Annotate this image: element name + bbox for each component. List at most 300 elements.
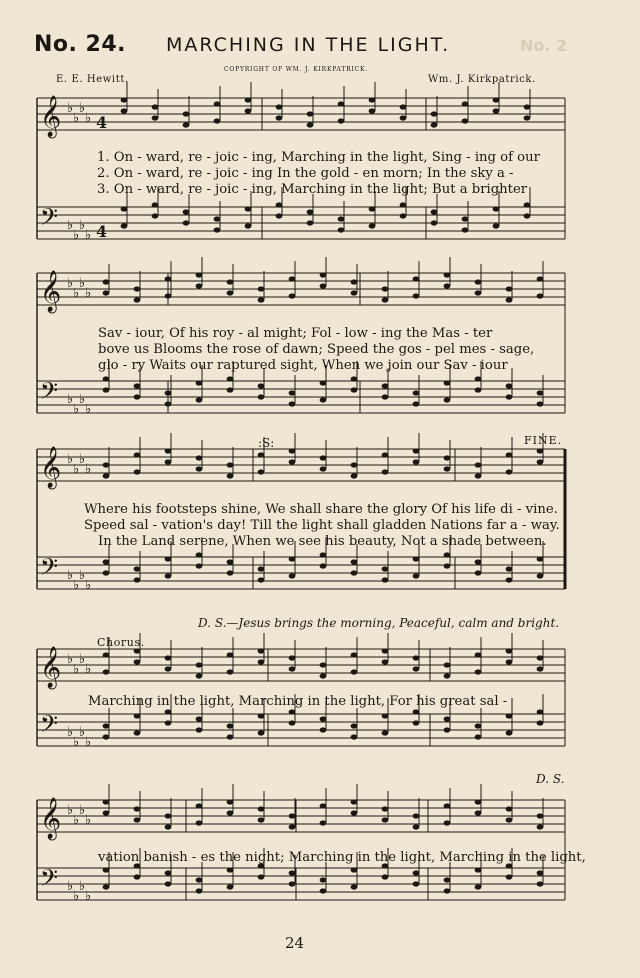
flat-sign-icon: ♭: [67, 568, 74, 583]
treble-clef-icon: 𝄞: [40, 447, 62, 488]
bass-note: [369, 206, 376, 211]
bass-note: [134, 383, 141, 388]
bass-note: [196, 716, 203, 721]
bass-note: [444, 888, 451, 893]
bass-note: [165, 720, 172, 725]
bass-note: [165, 881, 172, 886]
bass-note: [196, 888, 203, 893]
melody-note: [289, 813, 296, 818]
flat-sign-icon: ♭: [73, 228, 80, 243]
bass-note: [121, 223, 128, 228]
flat-sign-icon: ♭: [67, 652, 74, 667]
melody-note: [320, 673, 327, 678]
melody-note: [338, 101, 345, 106]
flat-sign-icon: ♭: [79, 452, 86, 467]
bass-note: [524, 213, 531, 218]
melody-note: [320, 466, 327, 471]
bass-note: [258, 577, 265, 582]
melody-note: [183, 111, 190, 116]
bass-note: [506, 577, 513, 582]
melody-note: [444, 455, 451, 460]
bass-note: [475, 376, 482, 381]
bass-note: [444, 552, 451, 557]
melody-note: [369, 97, 376, 102]
melody-note: [475, 462, 482, 467]
melody-note: [214, 118, 221, 123]
bass-note: [524, 202, 531, 207]
bass-note: [431, 220, 438, 225]
melody-note: [227, 810, 234, 815]
melody-note: [289, 666, 296, 671]
melody-note: [121, 97, 128, 102]
bass-note: [475, 387, 482, 392]
treble-clef-icon: 𝄞: [40, 798, 62, 839]
melody-note: [103, 462, 110, 467]
bass-note: [320, 552, 327, 557]
bass-note: [103, 376, 110, 381]
flat-sign-icon: ♭: [85, 402, 92, 417]
melody-note: [103, 799, 110, 804]
dal-segno-end: D. S.: [536, 772, 565, 786]
bass-note: [537, 720, 544, 725]
flat-sign-icon: ♭: [79, 803, 86, 818]
melody-note: [258, 806, 265, 811]
melody-note: [382, 648, 389, 653]
bass-note: [245, 223, 252, 228]
page-number: 24: [285, 934, 305, 952]
bass-note: [227, 723, 234, 728]
melody-note: [537, 293, 544, 298]
bass-note: [289, 881, 296, 886]
flat-sign-icon: ♭: [85, 813, 92, 828]
bass-note: [196, 380, 203, 385]
melody-note: [165, 824, 172, 829]
bass-note: [413, 556, 420, 561]
bass-note: [165, 709, 172, 714]
bleed-through-number: No. 2: [520, 36, 568, 55]
bass-note: [183, 220, 190, 225]
flat-sign-icon: ♭: [73, 286, 80, 301]
melody-note: [444, 820, 451, 825]
bass-note: [227, 387, 234, 392]
melody-note: [258, 659, 265, 664]
bass-note: [475, 570, 482, 575]
melody-note: [258, 452, 265, 457]
melody-note: [444, 466, 451, 471]
bass-note: [537, 573, 544, 578]
melody-note: [227, 473, 234, 478]
melody-note: [134, 806, 141, 811]
melody-note: [320, 455, 327, 460]
melody-note: [289, 293, 296, 298]
bass-note: [493, 206, 500, 211]
bass-note: [134, 394, 141, 399]
melody-note: [320, 820, 327, 825]
bass-note: [320, 727, 327, 732]
melody-note: [276, 115, 283, 120]
melody-note: [537, 666, 544, 671]
bass-note: [400, 202, 407, 207]
melody-note: [258, 469, 265, 474]
flat-sign-icon: ♭: [85, 462, 92, 477]
melody-note: [338, 118, 345, 123]
bass-note: [258, 713, 265, 718]
melody-note: [524, 115, 531, 120]
bass-note: [475, 884, 482, 889]
bass-note: [289, 401, 296, 406]
melody-note: [103, 473, 110, 478]
bass-note: [320, 716, 327, 721]
verse2-line1: 2. On - ward, re - joic - ing In the gold - en morn; In the sky a -: [97, 166, 514, 181]
melody-note: [382, 806, 389, 811]
melody-note: [413, 276, 420, 281]
bass-note: [444, 563, 451, 568]
bass-clef-icon: 𝄢: [40, 710, 59, 743]
melody-note: [431, 122, 438, 127]
bass-note: [183, 209, 190, 214]
verse3-line1: 3. On - ward, re - joic - ing, Marching in the light; But a brighter: [97, 182, 528, 197]
verse2-line2: bove us Blooms the rose of dawn; Speed the gos - pel mes - sage,: [98, 342, 535, 357]
bass-note: [103, 734, 110, 739]
melody-note: [196, 455, 203, 460]
flat-sign-icon: ♭: [85, 286, 92, 301]
melody-note: [165, 666, 172, 671]
bass-note: [214, 216, 221, 221]
bass-note: [214, 227, 221, 232]
bass-note: [134, 730, 141, 735]
bass-note: [506, 874, 513, 879]
melody-note: [134, 659, 141, 664]
bass-note: [196, 397, 203, 402]
melody-note: [245, 97, 252, 102]
bass-note: [537, 870, 544, 875]
verse3-line2: glo - ry Waits our raptured sight, When we join our Sav - iour: [98, 358, 508, 373]
bass-note: [103, 723, 110, 728]
melody-note: [289, 448, 296, 453]
flat-sign-icon: ♭: [85, 111, 92, 126]
bass-note: [475, 559, 482, 564]
melody-note: [196, 803, 203, 808]
melody-note: [227, 669, 234, 674]
melody-note: [214, 101, 221, 106]
melody-note: [103, 810, 110, 815]
melody-note: [475, 669, 482, 674]
melody-note: [320, 283, 327, 288]
melody-note: [400, 115, 407, 120]
bass-note: [462, 216, 469, 221]
bass-note: [320, 380, 327, 385]
melody-note: [196, 466, 203, 471]
bass-note: [338, 227, 345, 232]
melody-note: [165, 459, 172, 464]
melody-note: [413, 293, 420, 298]
bass-note: [413, 870, 420, 875]
melody-note: [382, 286, 389, 291]
bass-note: [444, 397, 451, 402]
melody-note: [134, 297, 141, 302]
flat-sign-icon: ♭: [79, 276, 86, 291]
chorus-line2: vation banish - es the night; Marching in the light, Marching in the light,: [98, 850, 586, 865]
melody-note: [307, 111, 314, 116]
bass-note: [537, 881, 544, 886]
melody-note: [413, 448, 420, 453]
bass-note: [134, 713, 141, 718]
melody-note: [537, 813, 544, 818]
melody-note: [444, 272, 451, 277]
melody-note: [382, 469, 389, 474]
melody-note: [196, 662, 203, 667]
bass-note: [165, 556, 172, 561]
bass-note: [351, 734, 358, 739]
melody-note: [165, 655, 172, 660]
bass-note: [506, 566, 513, 571]
flat-sign-icon: ♭: [73, 402, 80, 417]
bass-note: [537, 390, 544, 395]
bass-note: [413, 709, 420, 714]
melody-note: [506, 297, 513, 302]
verse1-line3: Where his footsteps shine, We shall share the glory Of his life di - vine.: [84, 502, 558, 517]
bass-note: [245, 206, 252, 211]
melody-note: [134, 648, 141, 653]
bass-note: [289, 870, 296, 875]
melody-note: [134, 452, 141, 457]
bass-note: [413, 881, 420, 886]
hymn-number: No. 24.: [34, 32, 127, 57]
bass-note: [320, 563, 327, 568]
flat-sign-icon: ♭: [79, 652, 86, 667]
melody-note: [506, 286, 513, 291]
bass-note: [382, 383, 389, 388]
melody-note: [165, 813, 172, 818]
fine-mark: FINE.: [524, 434, 563, 447]
bass-note: [537, 401, 544, 406]
bass-note: [382, 566, 389, 571]
melody-note: [506, 452, 513, 457]
flat-sign-icon: ♭: [85, 662, 92, 677]
lyricist: E. E. Hewitt.: [56, 74, 129, 85]
melody-note: [475, 799, 482, 804]
bass-note: [351, 723, 358, 728]
melody-note: [475, 810, 482, 815]
melody-note: [289, 824, 296, 829]
melody-note: [462, 118, 469, 123]
bass-note: [475, 734, 482, 739]
copyright-notice: COPYRIGHT OF WM. J. KIRKPATRICK.: [224, 66, 369, 73]
melody-note: [196, 283, 203, 288]
flat-sign-icon: ♭: [85, 889, 92, 904]
bass-clef-icon: 𝄢: [40, 203, 59, 236]
bass-note: [382, 577, 389, 582]
melody-note: [289, 459, 296, 464]
melody-note: [289, 655, 296, 660]
flat-sign-icon: ♭: [73, 578, 80, 593]
melody-note: [103, 279, 110, 284]
bass-note: [475, 867, 482, 872]
flat-sign-icon: ♭: [73, 462, 80, 477]
melody-note: [351, 290, 358, 295]
flat-sign-icon: ♭: [73, 111, 80, 126]
bass-note: [431, 209, 438, 214]
melody-note: [351, 462, 358, 467]
bass-note: [475, 723, 482, 728]
bass-note: [444, 877, 451, 882]
melody-note: [289, 276, 296, 281]
melody-note: [320, 272, 327, 277]
melody-note: [351, 652, 358, 657]
melody-note: [537, 459, 544, 464]
melody-note: [196, 272, 203, 277]
melody-note: [382, 659, 389, 664]
flat-sign-icon: ♭: [67, 725, 74, 740]
flat-sign-icon: ♭: [79, 101, 86, 116]
treble-clef-icon: 𝄞: [40, 96, 62, 137]
melody-note: [351, 279, 358, 284]
melody-note: [258, 297, 265, 302]
bass-note: [152, 202, 159, 207]
melody-note: [493, 97, 500, 102]
bass-note: [227, 734, 234, 739]
bass-note: [351, 376, 358, 381]
composer: Wm. J. Kirkpatrick.: [428, 74, 536, 85]
bass-note: [227, 570, 234, 575]
flat-sign-icon: ♭: [73, 889, 80, 904]
verse3-line3: In the Land serene, When we see his beauty, Not a shade between.: [98, 534, 547, 549]
bass-note: [382, 730, 389, 735]
bass-note: [103, 867, 110, 872]
bass-note: [258, 383, 265, 388]
melody-note: [245, 108, 252, 113]
melody-note: [400, 104, 407, 109]
flat-sign-icon: ♭: [67, 803, 74, 818]
bass-note: [258, 730, 265, 735]
melody-note: [382, 817, 389, 822]
melody-note: [506, 648, 513, 653]
melody-note: [475, 290, 482, 295]
bass-note: [165, 870, 172, 875]
melody-note: [537, 824, 544, 829]
melody-note: [227, 290, 234, 295]
melody-note: [431, 111, 438, 116]
melody-note: [165, 276, 172, 281]
bass-note: [369, 223, 376, 228]
melody-note: [258, 648, 265, 653]
melody-note: [475, 279, 482, 284]
bass-note: [462, 227, 469, 232]
bass-note: [351, 570, 358, 575]
flat-sign-icon: ♭: [73, 735, 80, 750]
melody-note: [134, 286, 141, 291]
melody-note: [227, 799, 234, 804]
verse1-line2: Sav - iour, Of his roy - al might; Fol - low - ing the Mas - ter: [98, 326, 493, 341]
flat-sign-icon: ♭: [73, 813, 80, 828]
bass-clef-icon: 𝄢: [40, 864, 59, 897]
bass-note: [382, 394, 389, 399]
melody-note: [413, 459, 420, 464]
melody-note: [134, 817, 141, 822]
bass-note: [506, 394, 513, 399]
melody-note: [475, 652, 482, 657]
melody-note: [475, 473, 482, 478]
melody-note: [103, 669, 110, 674]
melody-note: [103, 290, 110, 295]
melody-note: [413, 813, 420, 818]
melody-note: [152, 115, 159, 120]
melody-note: [351, 810, 358, 815]
melody-note: [320, 662, 327, 667]
melody-note: [369, 108, 376, 113]
bass-note: [134, 874, 141, 879]
melody-note: [183, 122, 190, 127]
melody-note: [152, 104, 159, 109]
melody-note: [444, 673, 451, 678]
melody-note: [413, 655, 420, 660]
melody-note: [462, 101, 469, 106]
bass-clef-icon: 𝄢: [40, 377, 59, 410]
bass-note: [258, 874, 265, 879]
bass-note: [276, 202, 283, 207]
flat-sign-icon: ♭: [79, 879, 86, 894]
melody-note: [276, 104, 283, 109]
bass-note: [289, 573, 296, 578]
bass-note: [103, 387, 110, 392]
flat-sign-icon: ♭: [67, 276, 74, 291]
bass-note: [165, 573, 172, 578]
melody-note: [351, 473, 358, 478]
melody-note: [196, 673, 203, 678]
flat-sign-icon: ♭: [67, 101, 74, 116]
bass-note: [351, 387, 358, 392]
melody-note: [506, 806, 513, 811]
bass-note: [227, 376, 234, 381]
bass-note: [165, 390, 172, 395]
melody-note: [382, 452, 389, 457]
flat-sign-icon: ♭: [79, 218, 86, 233]
melody-note: [382, 297, 389, 302]
melody-note: [413, 666, 420, 671]
bass-note: [134, 577, 141, 582]
bass-note: [289, 720, 296, 725]
melody-note: [227, 462, 234, 467]
melody-note: [413, 824, 420, 829]
flat-sign-icon: ♭: [79, 568, 86, 583]
melody-note: [320, 803, 327, 808]
bass-note: [506, 383, 513, 388]
flat-sign-icon: ♭: [79, 725, 86, 740]
treble-clef-icon: 𝄞: [40, 271, 62, 312]
bass-note: [196, 727, 203, 732]
bass-note: [307, 209, 314, 214]
melody-note: [307, 122, 314, 127]
verse2-line3: Speed sal - vation's day! Till the light shall gladden Nations far a - way.: [84, 518, 560, 533]
bass-clef-icon: 𝄢: [40, 553, 59, 586]
melody-note: [134, 469, 141, 474]
bass-note: [134, 566, 141, 571]
bass-note: [258, 394, 265, 399]
melody-note: [524, 104, 531, 109]
melody-note: [196, 820, 203, 825]
bass-note: [413, 401, 420, 406]
melody-note: [165, 448, 172, 453]
verse1-line1: 1. On - ward, re - joic - ing, Marching in the light, Sing - ing of our: [97, 150, 540, 165]
melody-note: [444, 803, 451, 808]
bass-note: [351, 559, 358, 564]
flat-sign-icon: ♭: [67, 879, 74, 894]
bass-note: [320, 888, 327, 893]
bass-note: [413, 573, 420, 578]
bass-note: [196, 552, 203, 557]
chorus-line1: Marching in the light, Marching in the light, For his great sal -: [88, 694, 508, 709]
melody-note: [506, 817, 513, 822]
